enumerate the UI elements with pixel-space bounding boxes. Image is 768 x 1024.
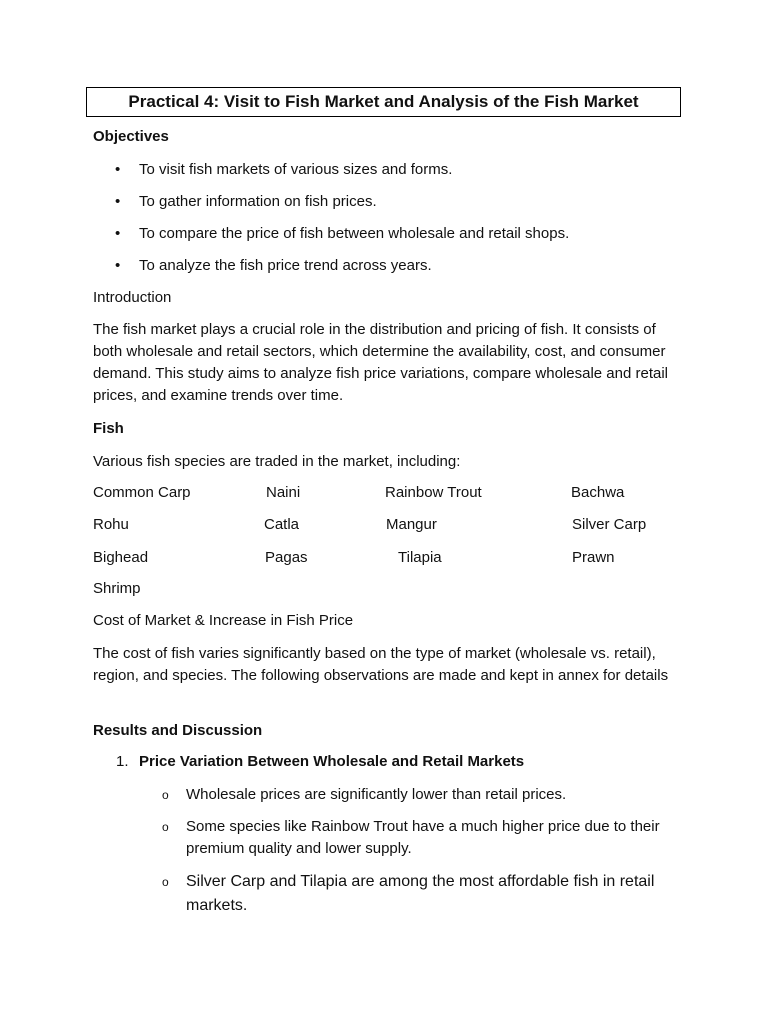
fish-name: Prawn bbox=[572, 549, 615, 566]
fish-intro: Various fish species are traded in the market, including: bbox=[93, 453, 461, 470]
results-heading: Results and Discussion bbox=[93, 722, 263, 739]
cost-heading: Cost of Market & Increase in Fish Price bbox=[93, 612, 354, 629]
circle-bullet-icon: o bbox=[162, 875, 169, 889]
fish-name: Pagas bbox=[265, 549, 308, 566]
bullet-icon: • bbox=[115, 161, 121, 178]
circle-bullet-icon: o bbox=[162, 820, 169, 834]
fish-name: Bachwa bbox=[571, 484, 625, 501]
fish-row bbox=[93, 514, 683, 536]
fish-name: Bighead bbox=[93, 549, 149, 566]
fish-name: Naini bbox=[266, 484, 301, 501]
sub-point-text: Silver Carp and Tilapia are among the most affordable fish in retail markets. bbox=[186, 873, 655, 914]
fish-name: Common Carp bbox=[93, 484, 191, 501]
fish-row bbox=[93, 578, 683, 600]
bullet-icon: • bbox=[115, 225, 121, 242]
sub-point-text: Wholesale prices are significantly lower than retail prices. bbox=[186, 786, 567, 803]
fish-name: Rainbow Trout bbox=[385, 484, 482, 501]
fish-name: Mangur bbox=[386, 516, 437, 533]
fish-row bbox=[93, 482, 683, 504]
circle-bullet-icon: o bbox=[162, 788, 169, 802]
fish-name: Rohu bbox=[93, 516, 129, 533]
objective-text: To compare the price of fish between wholesale and retail shops. bbox=[139, 225, 570, 242]
introduction-heading: Introduction bbox=[93, 289, 172, 306]
objective-text: To visit fish markets of various sizes and forms. bbox=[139, 161, 453, 178]
objectives-heading: Objectives bbox=[93, 128, 169, 145]
bullet-icon: • bbox=[115, 257, 121, 274]
fish-name: Tilapia bbox=[398, 549, 442, 566]
fish-name: Shrimp bbox=[93, 580, 141, 597]
page-title: Practical 4: Visit to Fish Market and Analysis of the Fish Market bbox=[86, 87, 681, 117]
fish-row bbox=[93, 547, 683, 569]
objective-text: To analyze the fish price trend across years. bbox=[139, 257, 432, 274]
item-number: 1. bbox=[116, 753, 129, 770]
bullet-icon: • bbox=[115, 193, 121, 210]
fish-name: Silver Carp bbox=[572, 516, 647, 533]
fish-heading: Fish bbox=[93, 420, 124, 437]
objective-text: To gather information on fish prices. bbox=[139, 193, 377, 210]
introduction-paragraph: The fish market plays a crucial role in the distribution and pricing of fish. It consists of both wholesale and retail sectors, which determine the availability, cost, and consumer demand. This study aims to analyze fish price variations, compare wholesale and retail prices, and examine trends over time. bbox=[93, 321, 669, 404]
fish-name: Catla bbox=[264, 516, 300, 533]
item-title: Price Variation Between Wholesale and Retail Markets bbox=[139, 753, 525, 770]
sub-point-text: Some species like Rainbow Trout have a much higher price due to their premium quality and lower supply. bbox=[186, 818, 660, 857]
cost-paragraph: The cost of fish varies significantly based on the type of market (wholesale vs. retail), region, and species. The following observations are made and kept in annex for details bbox=[93, 645, 669, 684]
